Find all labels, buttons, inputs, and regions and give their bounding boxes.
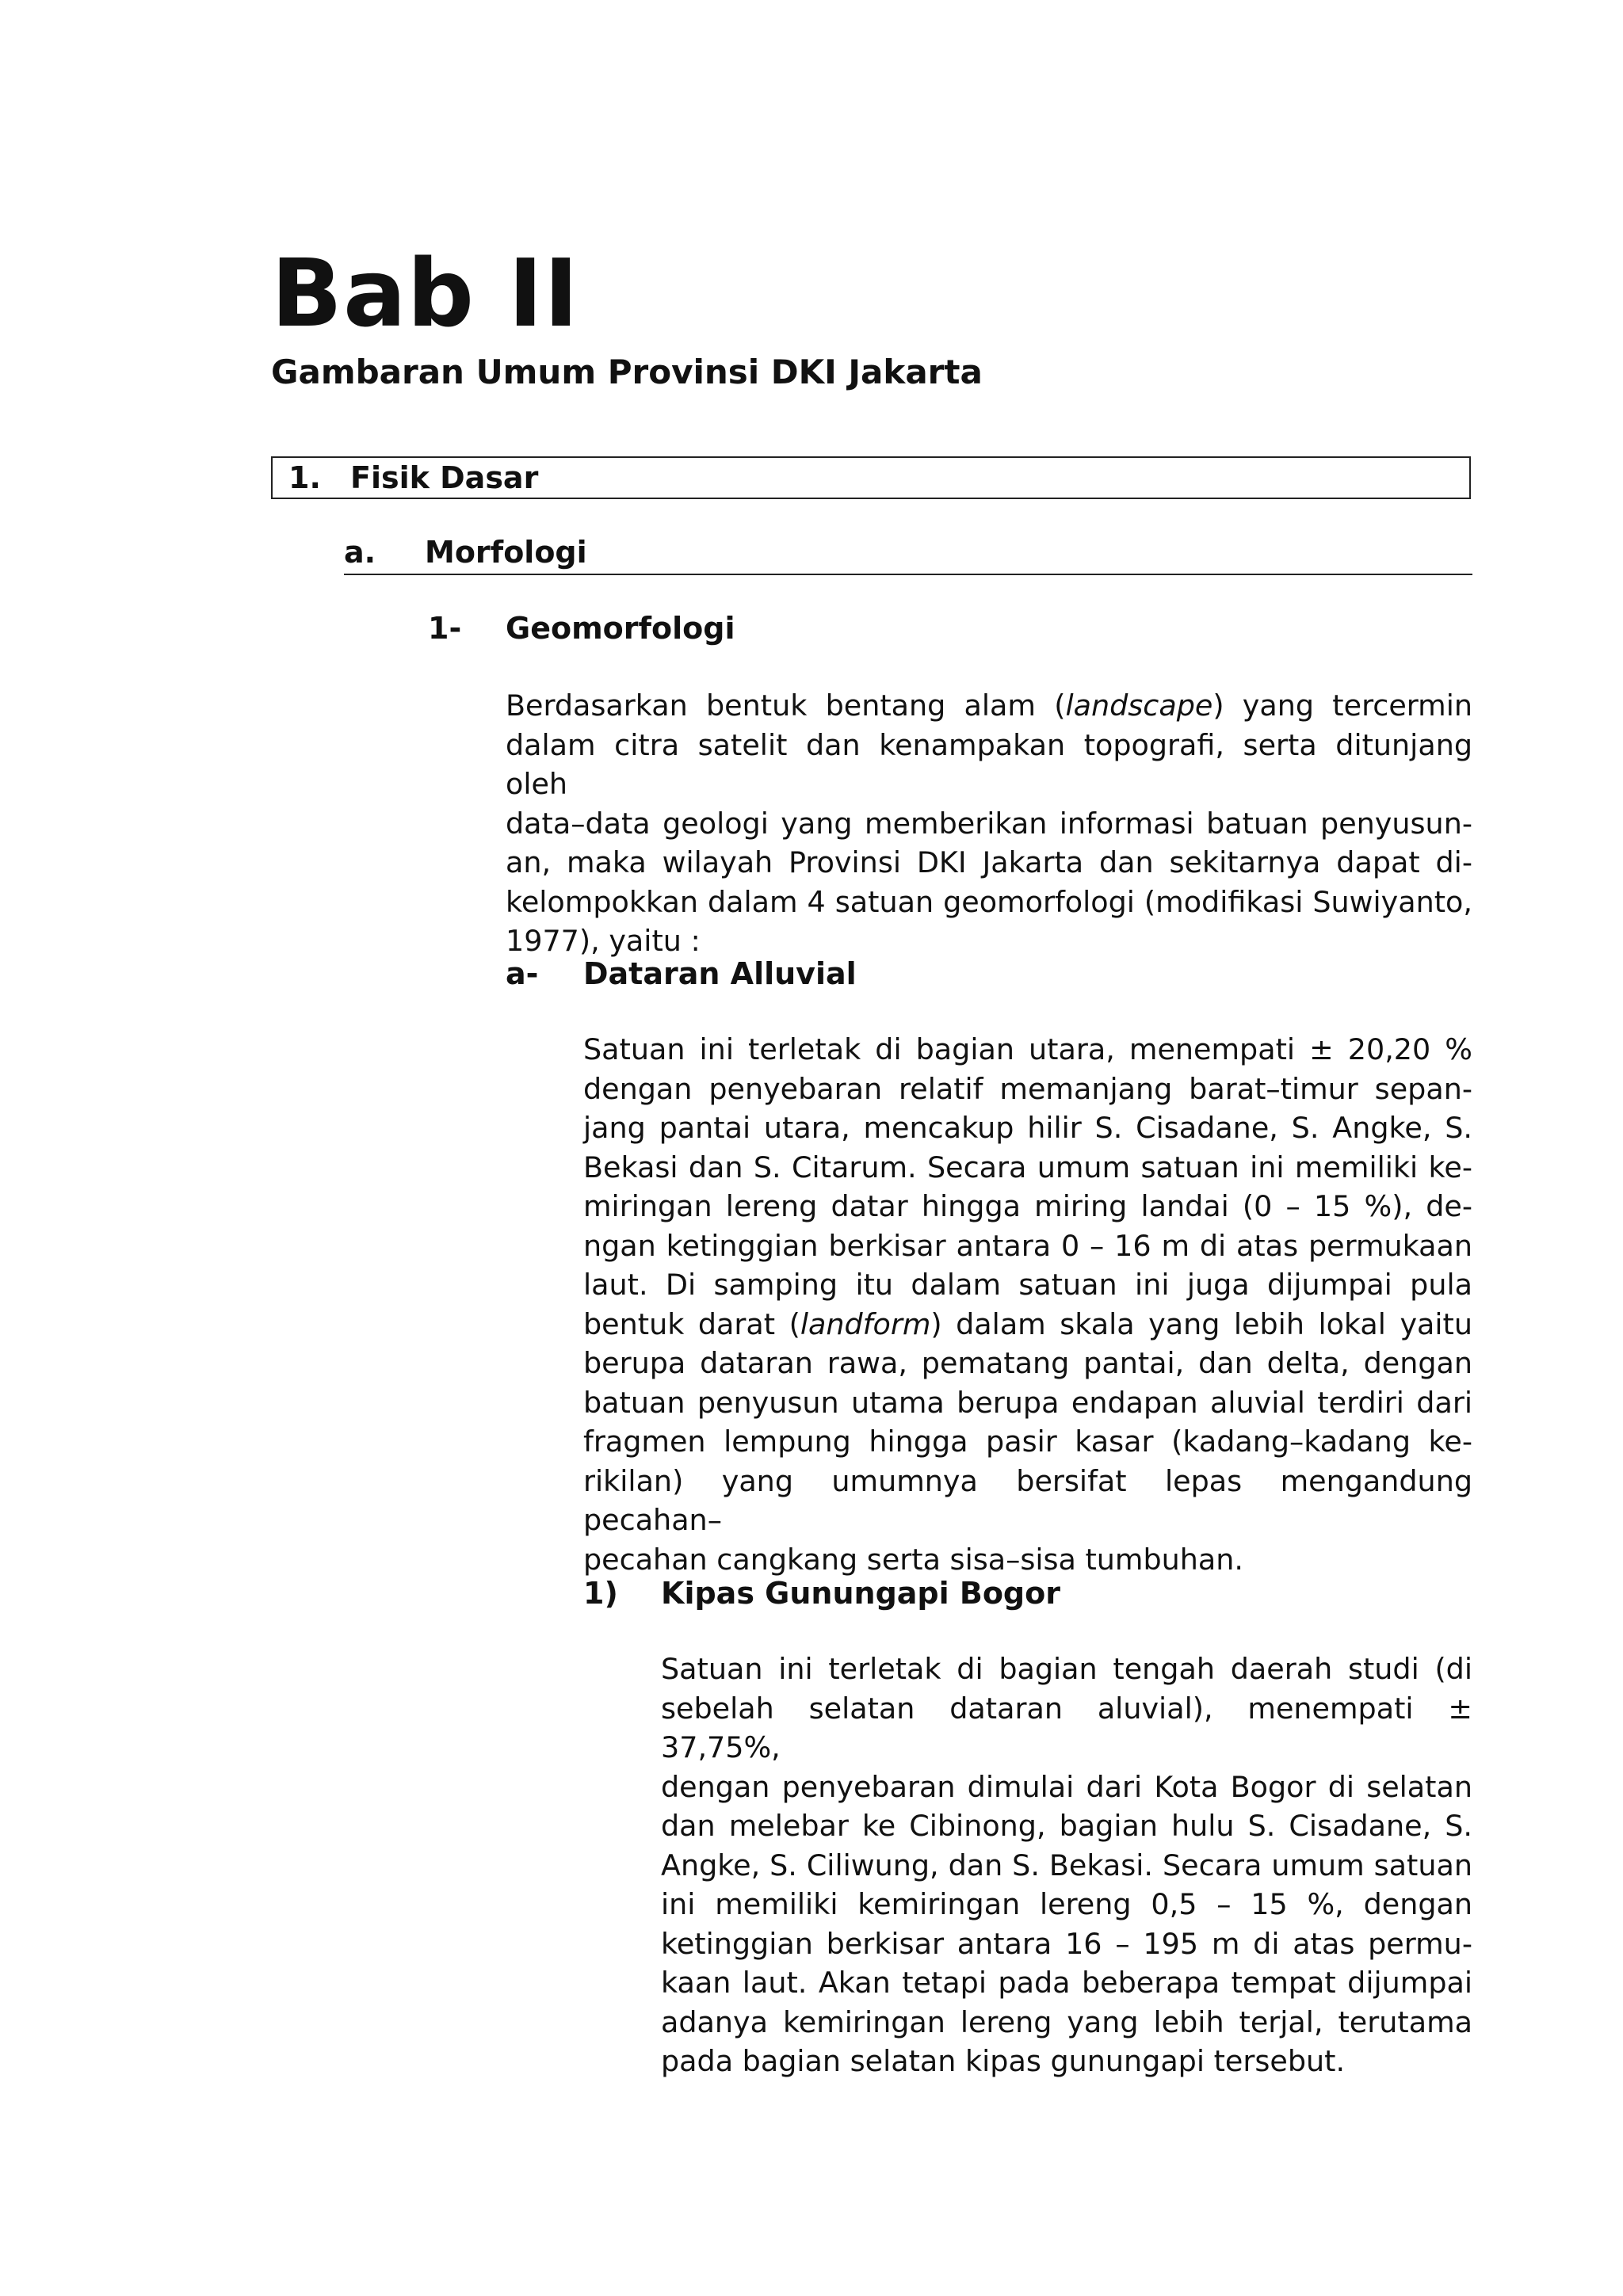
paragraph-line: dan melebar ke Cibinong, bagian hulu S. Cisadane, S.	[661, 1809, 1472, 1843]
paragraph-line: ini memiliki kemiringan lereng 0,5 – 15 %, dengan	[661, 1887, 1472, 1921]
heading-geomorfologi	[428, 608, 735, 648]
heading-title: Dataran Alluvial	[583, 956, 857, 991]
paragraph-line: dengan penyebaran relatif memanjang barat–timur sepan-	[583, 1071, 1472, 1106]
paragraph-line: berupa dataran rawa, pematang pantai, dan delta, dengan	[583, 1346, 1472, 1380]
paragraph-line: batuan penyusun utama berupa endapan aluvial terdiri dari	[583, 1385, 1472, 1420]
paragraph-line: Satuan ini terletak di bagian tengah daerah studi (di	[661, 1652, 1472, 1686]
italic-term: landscape	[1065, 688, 1213, 723]
paragraph-line: jang pantai utara, mencakup hilir S. Cisadane, S. Angke, S.	[583, 1111, 1472, 1145]
paragraph-line: bentuk darat (landform) dalam skala yang lebih lokal yaitu	[583, 1306, 1472, 1341]
italic-term: landform	[800, 1306, 931, 1341]
paragraph-line: ngan ketinggian berkisar antara 0 – 16 m di atas permukaan	[583, 1228, 1472, 1263]
paragraph-line: an, maka wilayah Provinsi DKI Jakarta dan sekitarnya dapat di-	[506, 845, 1472, 879]
paragraph-line: Berdasarkan bentuk bentang alam (landscape) yang tercermin	[506, 688, 1472, 723]
paragraph-dataran-alluvial	[583, 1030, 1472, 1579]
heading-number: 1)	[583, 1576, 618, 1611]
subsection-title: Morfologi	[425, 535, 587, 570]
paragraph-line: pada bagian selatan kipas gunungapi tersebut.	[661, 2044, 1346, 2078]
section-title: Fisik Dasar	[350, 460, 539, 495]
paragraph-kipas-gunungapi-bogor	[661, 1650, 1472, 2081]
paragraph-geomorfologi	[506, 686, 1472, 961]
heading-title: Geomorfologi	[506, 611, 735, 646]
section-number: 1.	[288, 460, 321, 495]
paragraph-line: miringan lereng datar hingga miring landai (0 – 15 %), de-	[583, 1189, 1472, 1223]
paragraph-line: pecahan cangkang serta sisa–sisa tumbuhan.	[583, 1542, 1244, 1577]
paragraph-line: laut. Di samping itu dalam satuan ini juga dijumpai pula	[583, 1268, 1472, 1302]
paragraph-line: 1977), yaitu :	[506, 924, 701, 958]
paragraph-line: sebelah selatan dataran aluvial), menempati ± 37,75%,	[661, 1691, 1472, 1764]
subsection-number: a.	[344, 535, 376, 570]
paragraph-line: dalam citra satelit dan kenampakan topografi, serta ditunjang oleh	[506, 727, 1472, 801]
heading-title: Kipas Gunungapi Bogor	[661, 1576, 1060, 1611]
paragraph-line: dengan penyebaran dimulai dari Kota Bogor di selatan	[661, 1769, 1472, 1804]
paragraph-line: Bekasi dan S. Citarum. Secara umum satuan ini memiliki ke-	[583, 1150, 1472, 1184]
subsection-heading-morfologi	[344, 531, 1472, 575]
paragraph-line: adanya kemiringan lereng yang lebih terjal, terutama	[661, 2004, 1472, 2039]
section-heading-fisik-dasar	[271, 456, 1471, 499]
paragraph-line: data–data geologi yang memberikan informasi batuan penyusun-	[506, 806, 1472, 841]
paragraph-line: kaan laut. Akan tetapi pada beberapa tempat dijumpai	[661, 1966, 1472, 2000]
paragraph-line: kelompokkan dalam 4 satuan geomorfologi (modifikasi Suwiyanto,	[506, 884, 1472, 919]
paragraph-line: ketinggian berkisar antara 16 – 195 m di atas permu-	[661, 1926, 1472, 1961]
heading-kipas-gunungapi-bogor	[583, 1573, 1060, 1613]
chapter-title: Bab II	[271, 238, 579, 348]
heading-dataran-alluvial	[506, 954, 857, 994]
paragraph-line: Angke, S. Ciliwung, dan S. Bekasi. Secara umum satuan	[661, 1848, 1472, 1882]
paragraph-line: fragmen lempung hingga pasir kasar (kadang–kadang ke-	[583, 1425, 1472, 1459]
paragraph-line: rikilan) yang umumnya bersifat lepas mengandung pecahan–	[583, 1463, 1472, 1537]
heading-number: 1-	[428, 611, 462, 646]
paragraph-line: Satuan ini terletak di bagian utara, menempati ± 20,20 %	[583, 1032, 1472, 1066]
chapter-subtitle: Gambaran Umum Provinsi DKI Jakarta	[271, 353, 983, 391]
heading-number: a-	[506, 956, 539, 991]
